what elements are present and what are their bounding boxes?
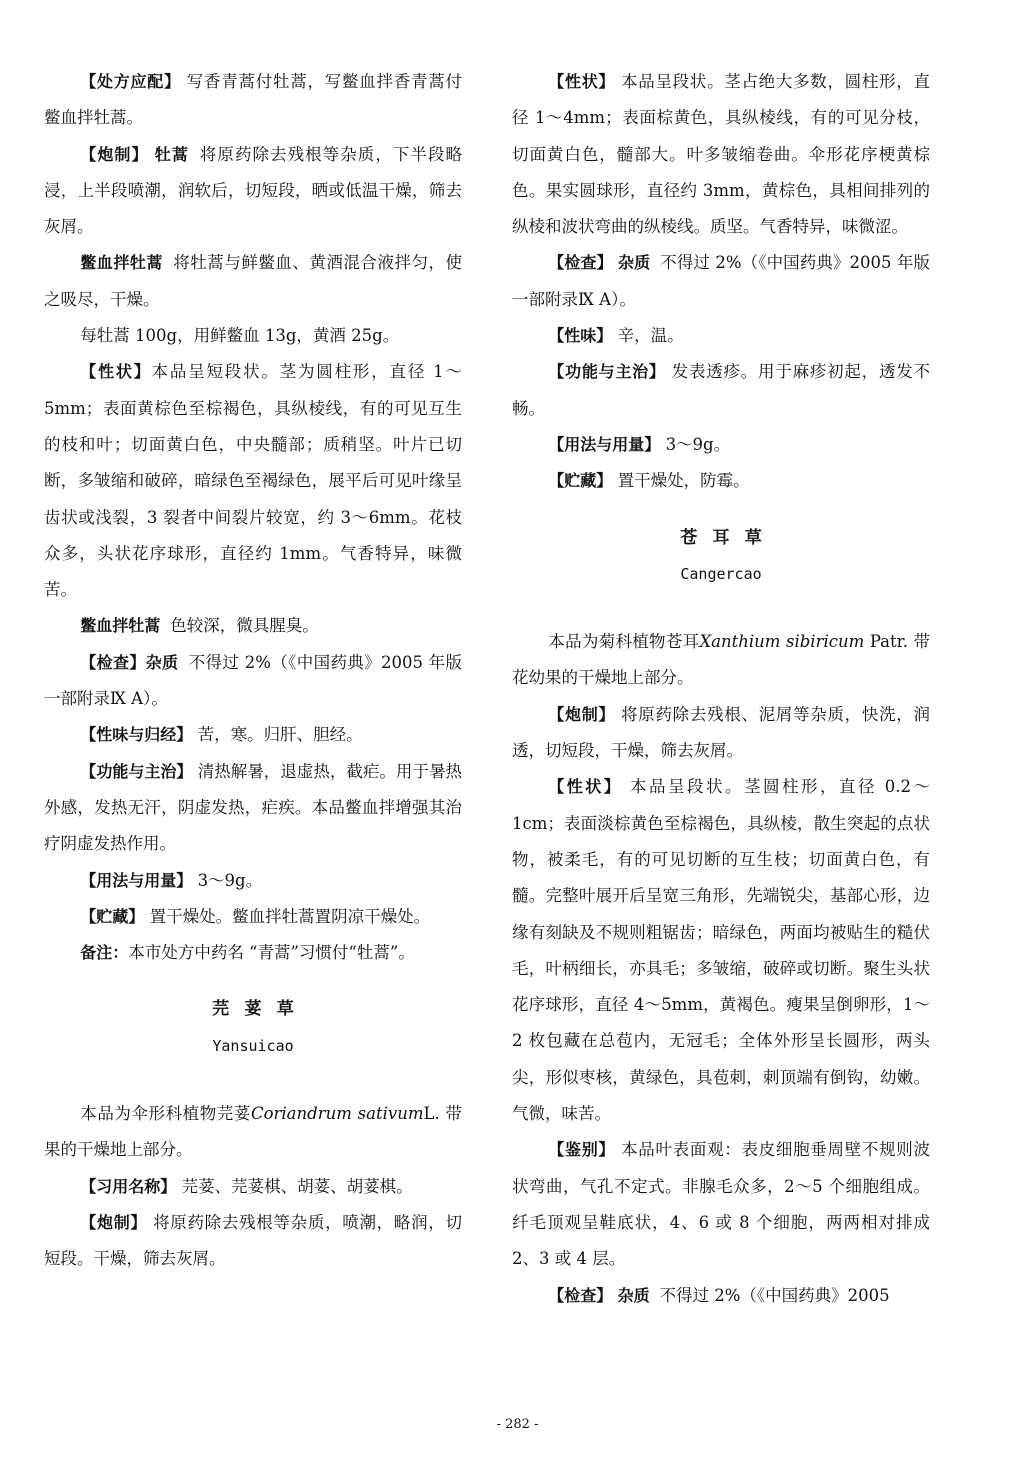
- paragraph-inspection: [44, 645, 462, 718]
- entry-pinyin: Yansuicao: [212, 1036, 294, 1055]
- paragraph-text: Patr. 带花幼果的干燥地上部分。: [512, 632, 930, 688]
- section-label: 【性味】: [548, 326, 613, 346]
- paragraph-text: 写香青蒿付牡蒿，写鳖血拌香青蒿付鳖血拌牡蒿。: [44, 72, 462, 128]
- paragraph-processing: [44, 137, 462, 246]
- paragraph-text: 本品呈段状。茎占绝大多数，圆柱形，直径 1～4mm；表面棕黄色，具纵棱线，有的可见分枝，切面黄白色，髓部大。叶多皱缩卷曲。伞形花序梗黄棕色。果实圆球形，直径约 3mm，黄棕色，具相间排列的纵棱和波状弯曲的纵棱线。质坚。气香特异，味微涩。: [512, 72, 930, 237]
- section-label: 【贮藏】: [548, 471, 613, 491]
- paragraph-text: 将牡蒿与鲜鳖血、黄酒混合液拌匀，使之吸尽，干燥。: [44, 253, 462, 309]
- section-label: 备注：: [80, 943, 129, 963]
- paragraph-text: 本品叶表面观：表皮细胞垂周壁不规则波状弯曲，气孔不定式。非腺毛众多，2～5 个细胞组成。纤毛顶观呈鞋底状，4、6 或 8 个细胞，两两相对排成 2、3 或 4 层。: [512, 1140, 930, 1269]
- subsection-label: 杂质: [618, 253, 651, 273]
- paragraph-nature-meridian: [44, 717, 462, 753]
- paragraph-characters-variant: [44, 608, 462, 644]
- paragraph-function: [512, 354, 930, 427]
- paragraph-characters: [44, 354, 462, 608]
- paragraph-prescription: [44, 64, 462, 137]
- paragraph-text: 将原药除去残根等杂质，喷潮，略润，切短段。干燥，筛去灰屑。: [44, 1212, 462, 1269]
- paragraph-intro: [512, 624, 930, 697]
- paragraph-intro: [44, 1096, 462, 1169]
- entry-pinyin: Cangercao: [680, 564, 762, 583]
- section-label: 【检查】: [80, 652, 146, 672]
- paragraph-function: [44, 754, 462, 863]
- entry-title: 苍耳草: [680, 527, 778, 548]
- paragraph-inspection: [512, 245, 930, 318]
- section-label: 【性状】: [80, 362, 152, 382]
- section-label: 【炮制】: [80, 1212, 148, 1232]
- paragraph-text: 发表透疹。用于麻疹初起，透发不畅。: [512, 362, 930, 418]
- paragraph-text: 将原药除去残根等杂质，下半段略浸，上半段喷潮，润软后，切短段，晒或低温干燥，筛去灰屑。: [44, 144, 462, 237]
- latin-name: Coriandrum sativum: [250, 1104, 424, 1124]
- paragraph-text: 置干燥处。鳖血拌牡蒿置阴凉干燥处。: [149, 906, 431, 926]
- left-column: [44, 64, 462, 1278]
- latin-name: Xanthium sibiricum: [699, 632, 865, 652]
- section-label: 【检查】: [548, 253, 613, 273]
- paragraph-text: 本品呈段状。茎圆柱形，直径 0.2～1cm；表面淡棕黄色至棕褐色，具纵棱，散生突起的点状物，被柔毛，有的可见切断的互生枝；切面黄白色，有髓。完整叶展开后呈宽三角形，先端锐尖，基部心形，边缘有刻缺及不规则粗锯齿；暗绿色，两面均被贴生的糙伏毛，叶柄细长，亦具毛；多皱缩，破碎或切断。聚生头状花序球形，直径 4～5mm，黄褐色。瘦果呈倒卵形，1～2 枚包藏在总苞内，无冠毛；全体外形呈长圆形，两头尖，形似枣核，黄绿色，具苞刺，刺顶端有倒钩，幼嫩。气微，味苦。: [512, 777, 930, 1124]
- paragraph-text: 3～9g。: [665, 434, 731, 454]
- section-label: 【炮制】: [80, 144, 149, 164]
- paragraph-identification: [512, 1132, 930, 1277]
- paragraph-common-names: [44, 1169, 462, 1205]
- paragraph-text: 3～9g。: [197, 870, 263, 890]
- right-column: [512, 64, 930, 1314]
- paragraph-ratio: [44, 318, 462, 354]
- paragraph-inspection: [512, 1278, 930, 1314]
- paragraph-storage: [512, 463, 930, 499]
- subsection-label: 牡蒿: [154, 144, 189, 164]
- section-label: 【处方应配】: [80, 72, 181, 91]
- paragraph-storage: [44, 899, 462, 935]
- paragraph-text: 芫荽、芫荽棋、胡荽、胡荽棋。: [181, 1176, 413, 1196]
- subsection-label: 鳖血拌牡蒿: [80, 616, 161, 636]
- section-label: 【检查】: [548, 1285, 613, 1305]
- paragraph-text: 本品为伞形科植物芫荽: [80, 1104, 251, 1124]
- paragraph-text: 不得过 2%（《中国药典》2005 年版一部附录Ⅸ A）。: [44, 652, 462, 709]
- paragraph-nature: [512, 318, 930, 354]
- paragraph-text: 不得过 2%（《中国药典》2005: [659, 1285, 890, 1305]
- section-label: 【习用名称】: [80, 1176, 177, 1196]
- page-number: - 282 -: [496, 1417, 539, 1432]
- subsection-label: 杂质: [145, 652, 179, 672]
- section-label: 【贮藏】: [80, 906, 145, 926]
- paragraph-text: 苦，寒。归肝、胆经。: [197, 725, 363, 745]
- section-label: 【性状】: [548, 72, 616, 91]
- paragraph-processing-variant: [44, 245, 462, 318]
- section-label: 【用法与用量】: [80, 870, 193, 890]
- section-label: 【鉴别】: [548, 1140, 616, 1160]
- paragraph-characters: [512, 769, 930, 1132]
- paragraph-text: 将原药除去残根、泥屑等杂质，快洗，润透，切短段，干燥，筛去灰屑。: [512, 704, 930, 761]
- subsection-label: 鳖血拌牡蒿: [80, 253, 163, 273]
- section-label: 【功能与主治】: [80, 761, 193, 781]
- subsection-label: 杂质: [617, 1285, 650, 1305]
- paragraph-dosage: [44, 863, 462, 899]
- paragraph-processing: [44, 1205, 462, 1278]
- paragraph-text: 辛，温。: [617, 326, 684, 346]
- section-label: 【性味与归经】: [80, 725, 193, 745]
- paragraph-text: 每牡蒿 100g，用鲜鳖血 13g，黄酒 25g。: [80, 326, 400, 346]
- entry-title: 芫荽草: [212, 999, 310, 1020]
- paragraph-text: 不得过 2%（《中国药典》2005 年版一部附录Ⅸ A）。: [512, 253, 930, 309]
- paragraph-dosage: [512, 427, 930, 463]
- paragraph-processing: [512, 697, 930, 770]
- section-label: 【炮制】: [548, 704, 616, 724]
- paragraph-characters: [512, 64, 930, 245]
- paragraph-remark: [44, 935, 462, 971]
- paragraph-text: L. 带果的干燥地上部分。: [44, 1104, 462, 1160]
- paragraph-text: 本市处方中药名 “青蒿”习惯付“牡蒿”。: [128, 943, 415, 963]
- section-label: 【用法与用量】: [548, 434, 661, 454]
- paragraph-text: 本品为菊科植物苍耳: [548, 632, 700, 652]
- section-label: 【性状】: [548, 777, 623, 797]
- paragraph-text: 置干燥处，防霉。: [617, 471, 750, 491]
- paragraph-text: 本品呈短段状。茎为圆柱形，直径 1～5mm；表面黄棕色至棕褐色，具纵棱线，有的可见互生的枝和叶；切面黄白色，中央髓部；质稍坚。叶片已切断，多皱缩和破碎，暗绿色至褐绿色，展平后可见叶缘呈齿状或浅裂，3 裂者中间裂片较宽，约 3～6mm。花枝众多，头状花序球形，直径约 1mm。气香特异，味微苦。: [44, 362, 462, 600]
- paragraph-text: 清热解暑，退虚热，截疟。用于暑热外感，发热无汗，阴虚发热，疟疾。本品鳖血拌增强其治疗阴虚发热作用。: [44, 761, 462, 854]
- paragraph-text: 色较深，微具腥臭。: [170, 616, 319, 636]
- section-label: 【功能与主治】: [548, 362, 666, 382]
